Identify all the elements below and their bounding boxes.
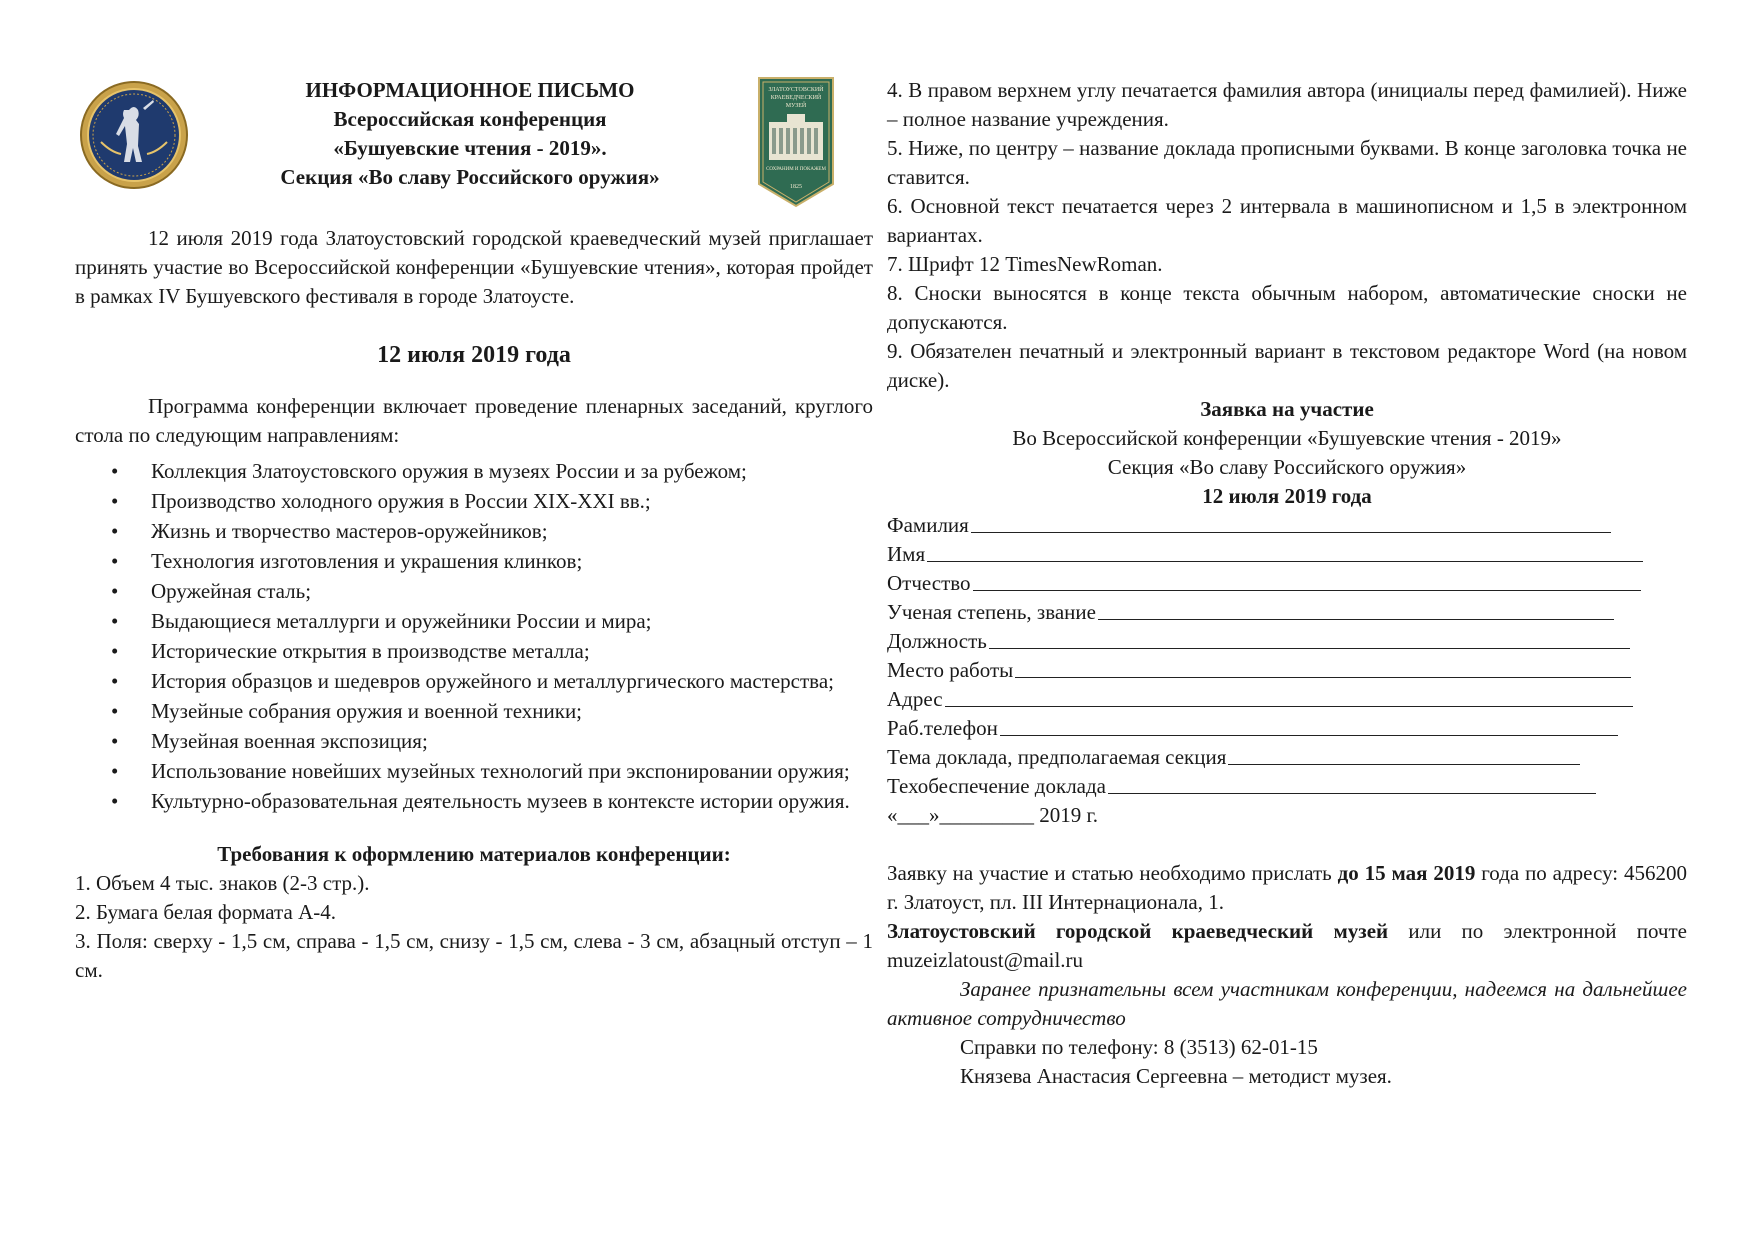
bullet-icon: • xyxy=(111,639,119,663)
bullet-icon: • xyxy=(111,489,119,513)
list-item: • Музейная военная экспозиция; xyxy=(75,726,873,756)
right-column xyxy=(887,76,1687,1091)
festival-emblem-logo xyxy=(79,80,189,190)
crest-motto: СОХРАНИМ И ПОКАЖЕМ xyxy=(766,167,826,172)
submission-deadline: до 15 мая 2019 xyxy=(1337,861,1476,885)
letter-header xyxy=(75,76,873,224)
field-label: Ученая степень, звание xyxy=(887,600,1096,624)
field-label: Должность xyxy=(887,629,987,653)
requirement-item: 5. Ниже, по центру – название доклада прописными буквами. В конце заголовка точка не ставится. xyxy=(887,136,1687,189)
patronymic-field xyxy=(887,569,1687,598)
field-line xyxy=(1000,714,1618,736)
tech-support-field xyxy=(887,772,1687,801)
phone-info: Справки по телефону: 8 (3513) 62-01-15 xyxy=(960,1035,1318,1059)
requirements-title: Требования к оформлению материалов конференции: xyxy=(217,842,731,866)
field-line xyxy=(945,685,1633,707)
bullet-icon: • xyxy=(111,579,119,603)
requirement-item: 4. В правом верхнем углу печатается фамилия автора (инициалы перед фамилией). Ниже – полное название учреждения. xyxy=(887,78,1687,131)
position-field xyxy=(887,627,1687,656)
field-line xyxy=(1015,656,1631,678)
application-conference: Во Всероссийской конференции «Бушуевские чтения - 2019» xyxy=(1012,426,1562,450)
field-line xyxy=(1228,743,1580,765)
field-line xyxy=(989,627,1630,649)
field-line xyxy=(1108,772,1596,794)
list-item: • Культурно-образовательная деятельность музеев в контексте истории оружия. xyxy=(75,786,873,816)
list-item: • Использование новейших музейных технологий при экспонировании оружия; xyxy=(75,756,873,786)
field-line xyxy=(1098,598,1614,620)
work-phone-field xyxy=(887,714,1687,743)
list-item: • Производство холодного оружия в России XIX-XXI вв.; xyxy=(75,486,873,516)
bullet-icon: • xyxy=(111,759,119,783)
requirement-item: 6. Основной текст печатается через 2 интервала в машинописном и 1,5 в электронном вариантах. xyxy=(887,194,1687,247)
degree-field xyxy=(887,598,1687,627)
field-label: Место работы xyxy=(887,658,1014,682)
museum-name: Златоустовский городской краеведческий музей xyxy=(887,919,1389,943)
program-intro: Программа конференции включает проведение пленарных заседаний, круглого стола по следующим направлениям: xyxy=(75,394,873,447)
requirement-item: 8. Сноски выносятся в конце текста обычным набором, автоматические сноски не допускаются. xyxy=(887,281,1687,334)
crest-year: 1825 xyxy=(790,184,802,190)
bullet-icon: • xyxy=(111,699,119,723)
application-title: Заявка на участие xyxy=(1200,397,1374,421)
conference-title: «Бушуевские чтения - 2019». xyxy=(333,136,607,160)
list-item: • Музейные собрания оружия и военной техники; xyxy=(75,696,873,726)
list-item: • Оружейная сталь; xyxy=(75,576,873,606)
bullet-icon: • xyxy=(111,519,119,543)
field-label: Фамилия xyxy=(887,513,969,537)
workplace-field xyxy=(887,656,1687,685)
field-line xyxy=(971,511,1611,533)
field-line xyxy=(927,540,1643,562)
list-item: • Жизнь и творчество мастеров-оружейников; xyxy=(75,516,873,546)
left-column xyxy=(75,76,873,985)
email-text: или по электронной почте muzeizlatoust@mail.ru xyxy=(887,919,1687,972)
address-field xyxy=(887,685,1687,714)
topic-field xyxy=(887,743,1687,772)
first-name-field xyxy=(887,540,1687,569)
field-label: Тема доклада, предполагаемая секция xyxy=(887,745,1227,769)
requirement-item: 9. Обязателен печатный и электронный вариант в текстовом редакторе Word (на новом диске). xyxy=(887,339,1687,392)
section-name: Секция «Во славу Российского оружия» xyxy=(280,165,660,189)
field-label: Раб.телефон xyxy=(887,716,998,740)
list-item: • Выдающиеся металлурги и оружейники России и мира; xyxy=(75,606,873,636)
intro-paragraph: 12 июля 2019 года Златоустовский городской краеведческий музей приглашает принять участие во Всероссийской конференции «Бушуевские чтения», которая пройдет в рамках IV Бушуевского фестиваля в городе Златоусте. xyxy=(75,226,873,308)
requirement-item: 1. Объем 4 тыс. знаков (2-3 стр.). xyxy=(75,871,370,895)
museum-crest-logo xyxy=(757,76,835,208)
crest-line-3: МУЗЕЙ xyxy=(785,103,807,109)
requirement-item: 3. Поля: сверху - 1,5 см, справа - 1,5 см, снизу - 1,5 см, слева - 3 см, абзацный отступ – 1 см. xyxy=(75,929,873,982)
list-item: • Исторические открытия в производстве металла; xyxy=(75,636,873,666)
list-item: • История образцов и шедевров оружейного и металлургического мастерства; xyxy=(75,666,873,696)
crest-line-1: ЗЛАТОУСТОВСКИЙ xyxy=(768,87,824,93)
conference-name: Всероссийская конференция xyxy=(333,107,607,131)
letter-title: ИНФОРМАЦИОННОЕ ПИСЬМО xyxy=(305,78,635,102)
bullet-icon: • xyxy=(111,669,119,693)
field-label: Адрес xyxy=(887,687,943,711)
bullet-icon: • xyxy=(111,609,119,633)
submission-paragraph: Заявку на участие и статью необходимо прислать до 15 мая 2019 года по адресу: 456200 г. Златоуст, пл. III Интернационала, 1. xyxy=(887,861,1687,914)
requirement-item: 7. Шрифт 12 TimesNewRoman. xyxy=(887,252,1163,276)
title-block xyxy=(205,76,735,192)
bullet-icon: • xyxy=(111,729,119,753)
conference-date-heading: 12 июля 2019 года xyxy=(377,342,571,368)
list-item: • Технология изготовления и украшения клинков; xyxy=(75,546,873,576)
bullet-icon: • xyxy=(111,459,119,483)
field-label: Имя xyxy=(887,542,926,566)
topics-list xyxy=(75,456,873,816)
bullet-icon: • xyxy=(111,549,119,573)
museum-contact xyxy=(887,917,1687,975)
list-item: • Коллекция Златоустовского оружия в музеях России и за рубежом; xyxy=(75,456,873,486)
field-label: Техобеспечение доклада xyxy=(887,774,1107,798)
field-label: Отчество xyxy=(887,571,971,595)
contact-person: Князева Анастасия Сергеевна – методист музея. xyxy=(960,1064,1392,1088)
requirement-item: 2. Бумага белая формата А-4. xyxy=(75,900,336,924)
bullet-icon: • xyxy=(111,789,119,813)
date-signature-line: «___»_________ 2019 г. xyxy=(887,803,1098,827)
thanks-note: Заранее признательны всем участникам конференции, надеемся на дальнейшее активное сотрудничество xyxy=(887,977,1687,1030)
crest-line-2: КРАЕВЕДЧЕСКИЙ xyxy=(770,95,822,101)
application-date: 12 июля 2019 года xyxy=(1202,484,1372,508)
field-line xyxy=(973,569,1641,591)
surname-field xyxy=(887,511,1687,540)
application-section: Секция «Во славу Российского оружия» xyxy=(1107,455,1467,479)
